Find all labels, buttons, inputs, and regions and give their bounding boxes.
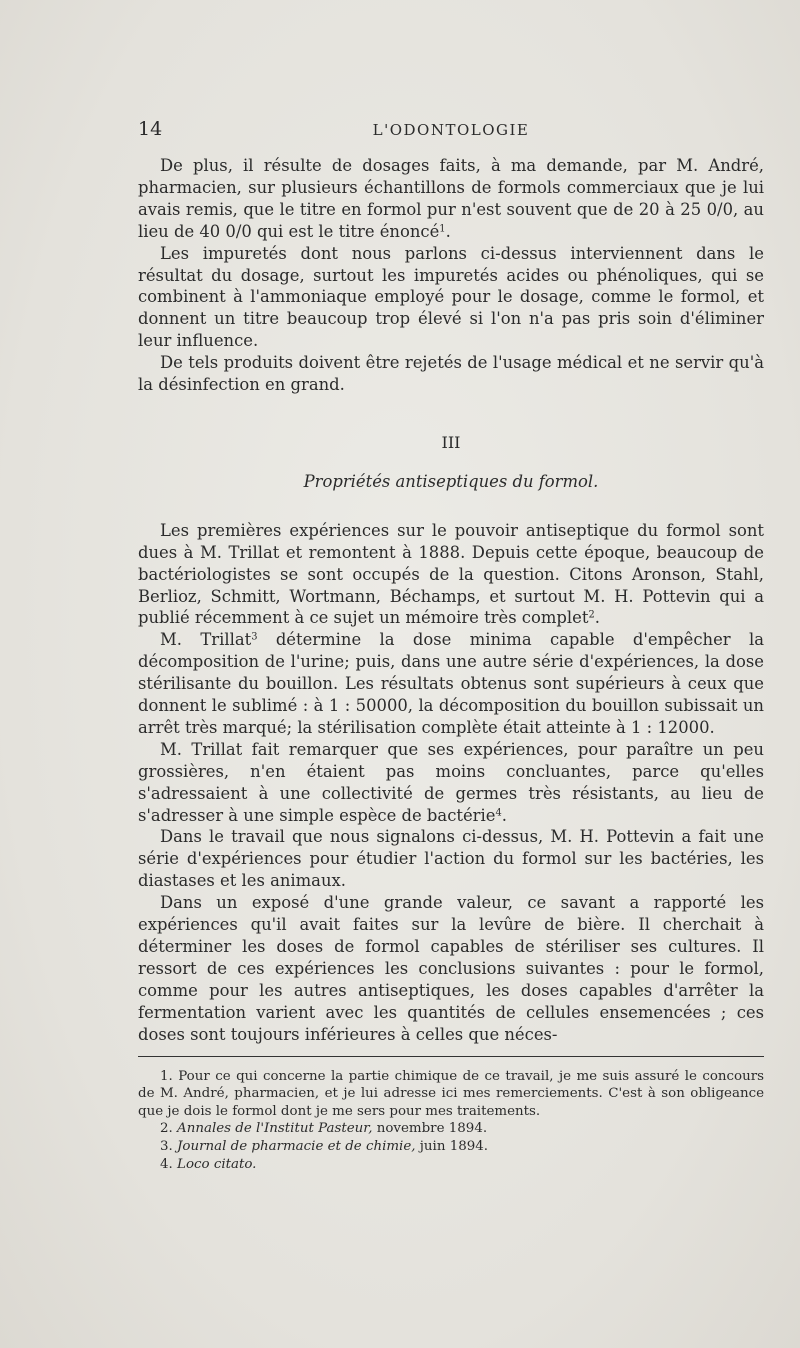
paragraph: Dans le travail que nous signalons ci-dessus, M. H. Pottevin a fait une série d'expériences pour étudier l'action du formol sur les bactéries, les diastases et les animaux. <box>138 827 764 891</box>
footnote: 1. Pour ce qui concerne la partie chimique de ce travail, je me suis assuré le concours de M. André, pharmacien, et je lui adresse ici mes remerciements. C'est à son obligeance que je dois le formol dont je me sers pour mes traitements. <box>138 1068 764 1119</box>
paragraph: De tels produits doivent être rejetés de l'usage médical et ne servir qu'à la désinfection en grand. <box>138 353 764 395</box>
footnote-divider <box>138 1056 764 1057</box>
footnote: 2. Annales de l'Institut Pasteur, novembre 1894. <box>160 1121 488 1137</box>
paragraph: Les premières expériences sur le pouvoir antiseptique du formol sont dues à M. Trillat et remontent à 1888. Depuis cette époque, beaucoup de bactériologistes se sont occupés de la question. Citons Aronson, Stahl, Berlioz, Schmitt, Wortmann, Béchamps, et surtout M. H. Pottevin qui a publié récemment à ce sujet un mémoire très complet$^2$. <box>138 520 764 628</box>
paragraph: Les impuretés dont nous parlons ci-dessus interviennent dans le résultat du dosage, surtout les impuretés acides ou phénoliques, qui se combinent à l'ammoniaque employé pour le dosage, comme le formol, et donnent un titre beaucoup trop élevé si l'on n'a pas pris soin d'éliminer leur influence. <box>138 243 764 351</box>
paragraph: De plus, il résulte de dosages faits, à ma demande, par M. André, pharmacien, sur plusieurs échantillons de formols commerciaux que je lui avais remis, que le titre en formol pur n'est souvent que de 20 à 25 0/0, au lieu de 40 0/0 qui est le titre énoncé$^1$. <box>138 156 764 241</box>
footnote: 4. Loco citato. <box>160 1156 257 1172</box>
paragraph: M. Trillat fait remarquer que ses expériences, pour paraître un peu grossières, n'en étaient pas moins concluantes, parce qu'elles s'adressaient à une collectivité de germes très résistants, au lieu de s'adresser à une simple espèce de bactérie$^4$. <box>138 739 764 825</box>
running-title: L'ODONTOLOGIE <box>372 121 530 139</box>
footnotes <box>138 1068 764 1174</box>
footnote-ref: 1 <box>439 223 446 235</box>
section-numeral: III <box>441 432 461 452</box>
page-number: 14 <box>138 118 163 140</box>
footnote: 3. Journal de pharmacie et de chimie, juin 1894. <box>160 1138 489 1154</box>
footnote-ref: 2 <box>588 610 595 621</box>
section-title: Propriétés antiseptiques du formol. <box>303 471 599 491</box>
page-header <box>138 118 764 142</box>
body-text <box>138 155 764 1173</box>
paragraph: M. Trillat$^3$ détermine la dose minima capable d'empêcher la décomposition de l'urine; puis, dans une autre série d'expériences, la dose stérilisante du bouillon. Les résultats obtenus sont supérieurs à ceux que donnent le sublimé : à 1 : 50000, la décomposition du bouillon subissait un arrêt très marqué; la stérilisation complète était atteinte à 1 : 12000. <box>138 630 765 737</box>
paragraph: Dans un exposé d'une grande valeur, ce savant a rapporté les expériences qu'il avait faites sur la levûre de bière. Il cherchait à déterminer les doses de formol capables de stériliser ses cultures. Il ressort de ces expériences les conclusions suivantes : pour le formol, comme pour les autres antiseptiques, les doses capables d'arrêter la fermentation varient avec les quantités de cellules ensemencées ; ces doses sont toujours inférieures à celles que néces- <box>138 893 764 1044</box>
footnote-ref: 4 <box>495 807 502 819</box>
footnote-ref: 3 <box>251 631 258 643</box>
